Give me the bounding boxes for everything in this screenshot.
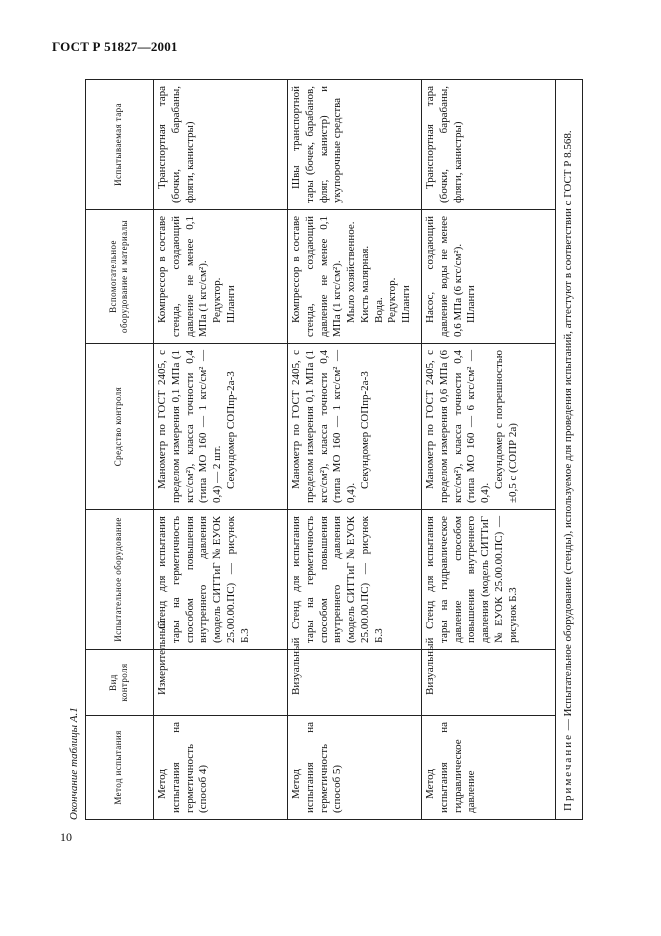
cell-tested: Швы транспортной тары (бочек, барабанов, фляг, канистр) и укупорочные средства [288,80,422,210]
cell-method: Метод испытания на герметичность (способ 4) [154,716,288,820]
table-row [422,80,556,820]
control-means-line: Манометр по ГОСТ 2405, с пределом измерения 0,6 МПа (6 кгс/см²), класса точности 0,4 (типа МО 160 — 6 кгс/см² — 0,4). [424,350,491,503]
cell-aux [422,210,556,344]
header-method: Метод испытания [86,716,154,820]
cell-control-type: Визуальный [422,650,556,716]
cell-equipment: Стенд для испытания тары на гидравлическое давление способом повышения внутреннего давления (модель СИТТиГ № ЕУОК 25.00.00.ПС) — рисунок Б.3 [422,510,556,650]
aux-line: Редуктор. [211,277,223,323]
table-note-row [556,80,583,820]
aux-line: Редуктор. [386,277,399,323]
control-means-line: Манометр по ГОСТ 2405, с пределом измерения 0,1 МПа (1 кгс/см²), класса точности 0,4 (типа МО 160 — 1 кгс/см² — 0,4). [290,350,357,503]
cell-aux [288,210,422,344]
cell-control-means [422,344,556,510]
table-row [288,80,422,820]
aux-line: Компрессор в составе стенда, создающий давление не менее 0,1 МПа (1 кгс/см²). [290,216,344,337]
header-tested: Испытываемая тара [86,80,154,210]
cell-control-means [154,344,288,510]
note-label: Примечание [562,733,574,811]
cell-method: Метод испытания на гидравлическое давление [422,716,556,820]
aux-line: Насос, создающий давление воды не менее 0,6 МПа (6 кгс/см²). [424,216,464,337]
header-equipment: Испытательное оборудование [86,510,154,650]
cell-equipment: Стенд для испытания тары на герметичность способом повышения внутреннего давления (модель СИТТиГ № ЕУОК 25.00.00.ПС) — рисунок Б.3 [288,510,422,650]
cell-equipment: Стенд для испытания тары на герметичность способом повышения внутреннего давления (модель СИТТиГ № ЕУОК 25.00.00.ПС) — рисунок Б.3 [154,510,288,650]
cell-tested: Транспортная тара (бочки, барабаны, фляги, канистры) [422,80,556,210]
page-number: 10 [60,830,72,844]
cell-control-means [288,344,422,510]
cell-aux [154,210,288,344]
header-aux: Вспомогательное оборудование и материалы [86,210,154,344]
control-means-line: Секундомер с погрешностью ±0,5 с (СОПР 2а) [492,350,519,503]
aux-line: Вода. [372,297,385,323]
cell-tested: Транспортная тара (бочки, барабаны, фляги, канистры) [154,80,288,210]
document-header: ГОСТ Р 51827—2001 [52,39,178,54]
cell-control-type: Визуальный [288,650,422,716]
control-means-line: Манометр по ГОСТ 2405, с пределом измерения 0,1 МПа (1 кгс/см²), класса точности 0,4 (типа МО 160 — 1 кгс/см² — 0,4) — 2 шт. [156,350,223,503]
table-note [556,80,583,820]
table-header-row [86,80,154,820]
rotated-table-wrapper [85,80,600,820]
cell-control-type: Измерительный [154,650,288,716]
control-means-line: Секундомер СОПпр-2а-3 [358,371,371,489]
aux-line: Кисть малярная. [358,245,371,323]
aux-line: Шланги [400,285,412,323]
equipment-table [85,79,583,820]
aux-line: Шланги [224,285,237,323]
header-control-means: Средство контроля [86,344,154,510]
aux-line: Компрессор в составе стенда, создающий давление не менее 0,1 МПа (1 кгс/см²). [156,216,210,337]
aux-line: Мыло хозяйственное. [345,221,357,323]
header-control-type: Вид контроля [86,650,154,716]
aux-line: Шланги [465,285,478,323]
table-row [154,80,288,820]
table-continuation-label: Окончание таблицы А.1 [68,707,80,820]
cell-method: Метод испытания на герметичность (способ 5) [288,716,422,820]
note-text: — Испытательное оборудование (стенды), используемое для проведения испытаний, аттестуют в соответствии с ГОСТ Р 8.568. [562,130,574,734]
control-means-line: Секундомер СОПпр-2а-3 [224,371,237,489]
